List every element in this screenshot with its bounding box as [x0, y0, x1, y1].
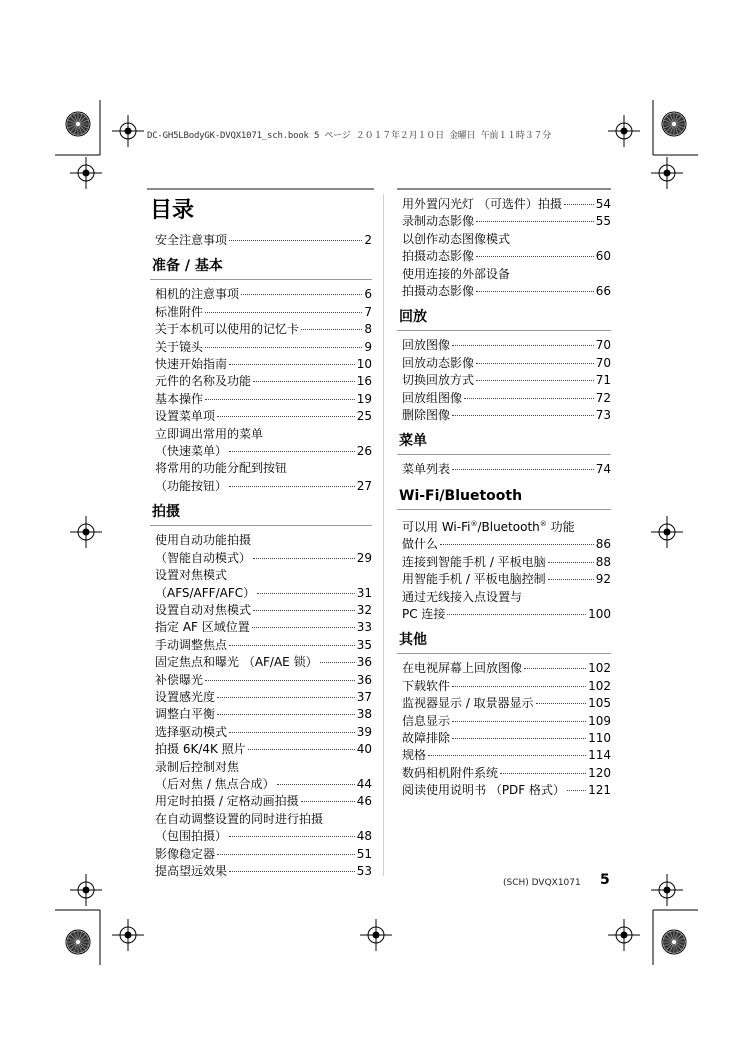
toc-entry[interactable]: 用定时拍摄 / 定格动画拍摄 46 [155, 794, 372, 809]
toc-entry[interactable]: （后对焦 / 焦点合成） 44 [155, 776, 372, 791]
toc-left-column [150, 196, 372, 880]
toc-entry[interactable]: 回放图像 70 [402, 338, 611, 353]
section-heading-menu: 菜单 [397, 428, 611, 455]
toc-entry[interactable]: 信息显示 109 [402, 713, 611, 728]
toc-entry[interactable]: （功能按钮） 27 [155, 478, 372, 493]
toc-entry[interactable]: 做什么 86 [402, 537, 611, 552]
section-heading-wifi: Wi-Fi/Bluetooth [397, 483, 611, 510]
toc-entry-line1[interactable]: 在自动调整设置的同时进行拍摄 [155, 811, 324, 826]
toc-entry[interactable]: （智能自动模式） 29 [155, 550, 372, 565]
toc-entry[interactable]: 标准附件 7 [155, 304, 372, 319]
toc-entry[interactable]: （快速菜单） 26 [155, 444, 372, 459]
top-rule-left [147, 188, 374, 190]
toc-entry[interactable]: 固定焦点和曝光 （AF/AE 锁） 36 [155, 655, 372, 670]
toc-entry-line1[interactable]: 设置对焦模式 [155, 568, 228, 583]
toc-entry[interactable]: 基本操作 19 [155, 391, 372, 406]
toc-entry[interactable]: 设置自动对焦模式 32 [155, 602, 372, 617]
toc-entry[interactable]: 选择驱动模式 39 [155, 724, 372, 739]
section-heading-prepare: 准备 / 基本 [150, 253, 372, 280]
toc-entry[interactable]: 在电视屏幕上回放图像 102 [402, 661, 611, 676]
print-header-line: DC-GH5LBodyGK-DVQX1071_sch.book 5 ページ ２０１７年２月１０日 金曜日 午前１１時３７分 [147, 131, 552, 141]
section-heading-others: 其他 [397, 627, 611, 654]
toc-entry[interactable]: 菜单列表 74 [402, 462, 611, 477]
toc-entry[interactable]: 关于镜头 9 [155, 339, 372, 354]
toc-entry[interactable]: 手动调整焦点 35 [155, 637, 372, 652]
toc-entry[interactable]: 快速开始指南 10 [155, 357, 372, 372]
toc-entry[interactable]: 相机的注意事项 6 [155, 287, 372, 302]
toc-entry-line1[interactable]: 立即调出常用的菜单 [155, 426, 264, 441]
toc-entry[interactable]: 指定 AF 区域位置 33 [155, 620, 372, 635]
toc-entry[interactable]: 拍摄动态影像 66 [402, 284, 611, 299]
toc-entry[interactable]: 删除图像 73 [402, 408, 611, 423]
toc-entry[interactable]: 数码相机附件系统 120 [402, 765, 611, 780]
toc-entry[interactable]: 切换回放方式 71 [402, 373, 611, 388]
toc-entry[interactable]: 影像稳定器 51 [155, 846, 372, 861]
document-code: (SCH) DVQX1071 [503, 878, 581, 888]
toc-entry[interactable]: 录制动态影像 55 [402, 214, 611, 229]
toc-entry[interactable]: 阅读使用说明书 （PDF 格式） 121 [402, 783, 611, 798]
toc-entry[interactable]: 连接到智能手机 / 平板电脑 88 [402, 554, 611, 569]
top-rule-right [397, 188, 611, 190]
toc-entry-line1[interactable]: 可以用 Wi-Fi®/Bluetooth® 功能 [402, 519, 575, 534]
toc-entry[interactable]: 设置感光度 37 [155, 689, 372, 704]
toc-entry[interactable]: 元件的名称及功能 16 [155, 374, 372, 389]
toc-entry[interactable]: 拍摄动态影像 60 [402, 249, 611, 264]
section-heading-recording: 拍摄 [150, 499, 372, 526]
toc-entry[interactable]: 设置菜单项 25 [155, 409, 372, 424]
page-number: 5 [600, 872, 610, 888]
toc-entry[interactable]: 提高望远效果 53 [155, 864, 372, 878]
toc-title: 目录 [150, 198, 195, 223]
toc-entry-line1[interactable]: 通过无线接入点设置与 [402, 589, 523, 604]
toc-entry[interactable]: 回放动态影像 70 [402, 355, 611, 370]
toc-entry[interactable]: 下载软件 102 [402, 678, 611, 693]
toc-entry[interactable]: （AFS/AFF/AFC） 31 [155, 585, 372, 600]
toc-entry[interactable]: 调整白平衡 38 [155, 707, 372, 722]
toc-entry[interactable]: 用外置闪光灯 （可选件）拍摄 54 [402, 197, 611, 211]
toc-entry[interactable]: 故障排除 110 [402, 730, 611, 745]
toc-entry[interactable]: 监视器显示 / 取景器显示 105 [402, 696, 611, 711]
toc-entry[interactable]: 关于本机可以使用的记忆卡 8 [155, 322, 372, 337]
toc-entry-line1[interactable]: 使用自动功能拍摄 [155, 533, 252, 548]
toc-entry[interactable]: 拍摄 6K/4K 照片 40 [155, 742, 372, 757]
toc-entry[interactable]: PC 连接 100 [402, 606, 611, 621]
toc-entry[interactable]: 用智能手机 / 平板电脑控制 92 [402, 572, 611, 587]
toc-entry-line1[interactable]: 以创作动态图像模式 [402, 231, 511, 246]
column-divider [383, 194, 384, 876]
toc-entry[interactable]: 补偿曝光 36 [155, 672, 372, 687]
toc-entry-line1[interactable]: 使用连接的外部设备 [402, 266, 511, 281]
toc-right-column [397, 196, 611, 800]
toc-entry[interactable]: 规格 114 [402, 748, 611, 763]
toc-entry[interactable]: 回放组图像 72 [402, 390, 611, 405]
toc-entry[interactable]: （包围拍摄） 48 [155, 829, 372, 844]
section-heading-playback: 回放 [397, 304, 611, 331]
toc-entry[interactable]: 安全注意事项 2 [155, 233, 372, 247]
toc-entry-line1[interactable]: 将常用的功能分配到按钮 [155, 461, 288, 476]
toc-entry-line1[interactable]: 录制后控制对焦 [155, 759, 240, 774]
